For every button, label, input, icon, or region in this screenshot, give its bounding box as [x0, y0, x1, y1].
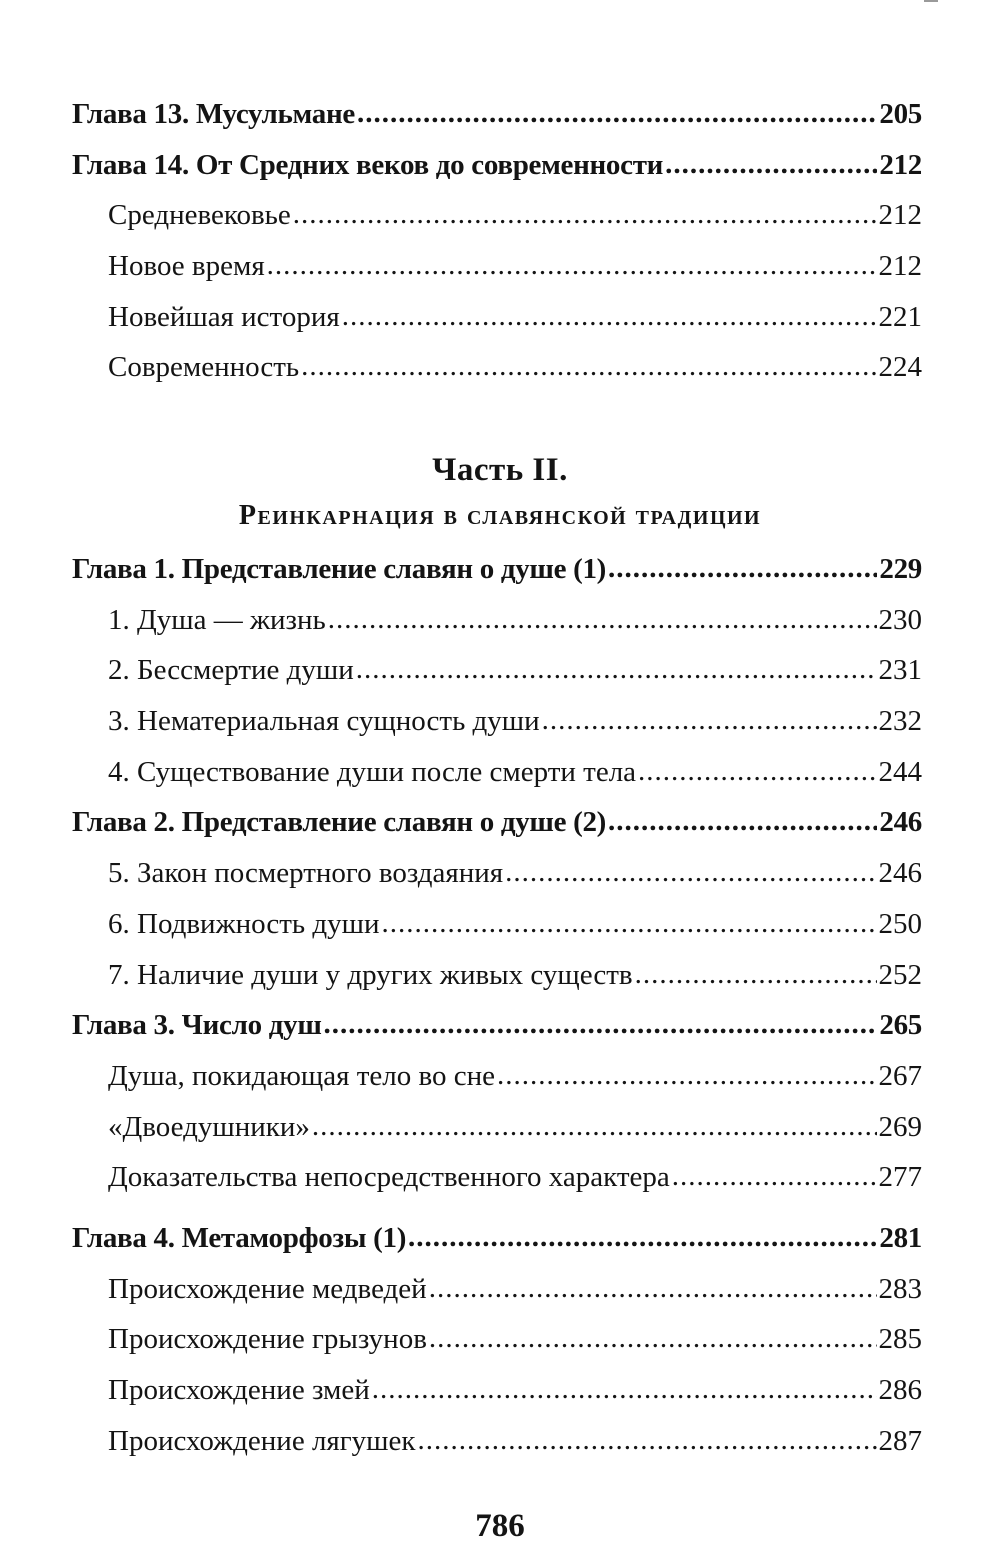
dot-leader	[505, 847, 876, 898]
toc-section-entry	[72, 241, 922, 292]
toc-entry-page: 212	[878, 199, 922, 232]
toc-section-entry	[72, 1416, 922, 1467]
dot-leader	[267, 240, 877, 291]
toc-entry-page: 212	[878, 250, 922, 283]
dot-leader	[356, 644, 877, 695]
toc-section-entry	[72, 1102, 922, 1153]
toc-entry-title: 3. Нематериальная сущность души	[108, 705, 540, 738]
dot-leader	[301, 341, 876, 392]
dot-leader	[372, 1364, 877, 1415]
dot-leader	[342, 291, 877, 342]
toc-entry-page: 252	[878, 958, 922, 991]
toc-entry-page: 287	[878, 1424, 922, 1457]
toc-entry-title: Происхождение грызунов	[108, 1323, 427, 1356]
toc-chapter-entry	[72, 89, 922, 140]
part-title: Часть II.	[432, 452, 568, 488]
toc-entry-page: 246	[878, 857, 922, 890]
dot-leader	[293, 189, 877, 240]
dot-leader	[417, 1415, 876, 1466]
toc-section-entry	[72, 696, 922, 747]
toc-section-entry	[72, 747, 922, 798]
dot-leader	[328, 594, 877, 645]
toc-section-entry	[72, 292, 922, 343]
dot-leader	[381, 898, 876, 949]
toc-section-entry	[72, 848, 922, 899]
dot-leader	[497, 1050, 877, 1101]
toc-entry-page: 281	[879, 1221, 922, 1254]
toc-entry-page: 267	[878, 1059, 922, 1092]
toc-entry-title: Глава 13. Мусульмане	[72, 98, 355, 130]
toc-section-entry	[72, 950, 922, 1001]
toc-entry-title: Глава 2. Представление славян о душе (2)	[72, 806, 607, 839]
toc-section-entry	[72, 1051, 922, 1102]
toc-section-entry	[72, 595, 922, 646]
scan-mark	[924, 0, 938, 6]
toc-entry-page: 229	[879, 553, 922, 585]
toc-chapter-entry	[72, 1000, 922, 1051]
toc-entry-page: 286	[878, 1374, 922, 1406]
toc-entry-page: 250	[878, 907, 922, 940]
toc-entry-title: 6. Подвижность души	[108, 907, 380, 940]
toc-entry-title: 1. Душа — жизнь	[108, 603, 326, 636]
toc-entry-page: 285	[878, 1323, 922, 1356]
toc-entry-title: Средневековье	[108, 199, 291, 232]
toc-section-entry	[72, 190, 922, 241]
dot-leader	[429, 1313, 877, 1364]
toc-entry-title: Происхождение змей	[108, 1374, 370, 1406]
toc-entry-title: Глава 14. От Средних веков до современности	[72, 148, 664, 181]
toc-entry-page: 277	[878, 1161, 922, 1194]
toc-entry-page: 269	[878, 1110, 922, 1143]
toc-entry-page: 212	[879, 148, 922, 181]
dot-leader	[429, 1263, 877, 1314]
toc-entry-title: «Двоедушники»	[108, 1110, 310, 1143]
toc-section-entry	[72, 1152, 922, 1203]
toc-entry-page: 231	[878, 654, 922, 687]
dot-leader	[638, 746, 876, 797]
dot-leader	[324, 999, 878, 1050]
toc-entry-title: Глава 3. Число душ	[72, 1009, 322, 1042]
toc-entry-title: Новейшая история	[108, 300, 340, 333]
dot-leader	[635, 949, 877, 1000]
toc-section-entry	[72, 645, 922, 696]
toc-entry-page: 224	[878, 351, 922, 384]
toc-section-entry	[72, 1314, 922, 1365]
toc-chapter-entry	[72, 1213, 922, 1264]
toc-entry-title: Глава 4. Метаморфозы (1)	[72, 1221, 407, 1254]
table-of-contents-part-2	[72, 544, 922, 1466]
toc-entry-page: 283	[878, 1272, 922, 1305]
dot-leader	[665, 139, 877, 190]
dot-leader	[408, 1212, 877, 1263]
dot-leader	[672, 1151, 877, 1202]
dot-leader	[542, 695, 877, 746]
toc-entry-page: 246	[879, 806, 922, 839]
toc-entry-title: 4. Существование души после смерти тела	[108, 755, 637, 788]
toc-section-entry	[72, 1264, 922, 1315]
dot-leader	[357, 88, 877, 139]
toc-entry-page: 221	[878, 300, 922, 333]
toc-entry-title: Душа, покидающая тело во сне	[108, 1059, 495, 1092]
toc-entry-title: Происхождение лягушек	[108, 1424, 416, 1457]
table-of-contents-top	[72, 89, 922, 393]
dot-leader	[608, 796, 877, 847]
toc-entry-page: 232	[878, 705, 922, 738]
part-subtitle: Реинкарнация в славянской традиции	[238, 500, 762, 531]
toc-entry-page: 205	[879, 98, 922, 130]
toc-entry-title: Новое время	[108, 250, 265, 283]
toc-chapter-entry	[72, 797, 922, 848]
page-number: 786	[475, 1508, 525, 1544]
toc-section-entry	[72, 1365, 922, 1416]
toc-entry-title: 2. Бессмертие души	[108, 654, 354, 687]
toc-entry-page: 265	[879, 1009, 922, 1042]
toc-chapter-entry	[72, 544, 922, 595]
toc-entry-title: Доказательства непосредственного характера	[108, 1161, 670, 1194]
toc-entry-title: 5. Закон посмертного воздаяния	[108, 857, 504, 890]
toc-entry-title: Современность	[108, 351, 300, 384]
toc-entry-page: 230	[878, 603, 922, 636]
toc-entry-title: 7. Наличие души у других живых существ	[108, 958, 633, 991]
toc-chapter-entry	[72, 140, 922, 191]
toc-section-entry	[72, 342, 922, 393]
toc-entry-page: 244	[878, 755, 922, 788]
dot-leader	[312, 1101, 877, 1152]
toc-entry-title: Происхождение медведей	[108, 1272, 427, 1305]
dot-leader	[608, 543, 877, 594]
toc-entry-title: Глава 1. Представление славян о душе (1)	[72, 553, 607, 585]
toc-section-entry	[72, 899, 922, 950]
